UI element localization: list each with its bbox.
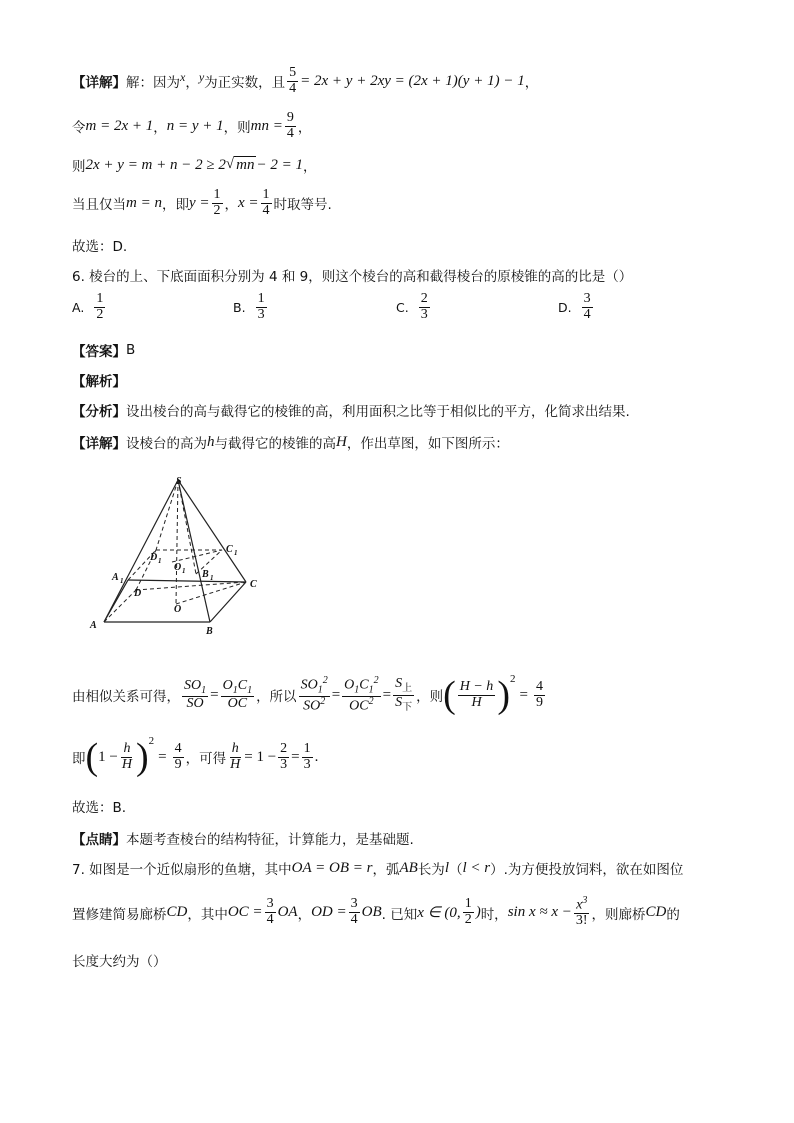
ji-line: 即 ( 1 − $\frac{h}{H}$ ) 2 = $\frac{4}{9}$ ，可得 $\frac{h}{H}$ = 1 − $\frac{2}{3}$ = $\frac{1}{3}$ . [72, 735, 319, 778]
label-D: D [134, 588, 142, 599]
svg-text:1: 1 [120, 577, 124, 585]
detail-tag: 【详解】 [72, 75, 126, 92]
detail-q5-line1: 【详解】 解：因为 x ， y 为正实数，且 $\frac{5}{4}$ = 2x + y + 2xy = (2x + 1)(y + 1) − 1 ， [72, 65, 539, 96]
analysis-tag: 【解析】 [72, 374, 126, 390]
detail-q5-line4: 当且仅当 m = n ，即 y = $\frac{1}{2}$ ， x = $\frac{1}{4}$ 时取等号. [72, 187, 332, 218]
svg-text:1: 1 [234, 549, 238, 557]
fraction: $\frac{5}{4}$ [289, 65, 297, 96]
label-O1: O [174, 562, 182, 573]
label-C1: C [226, 544, 233, 555]
svg-text:1: 1 [158, 557, 162, 565]
dianjing-line: 【点睛】 本题考查棱台的结构特征，计算能力，是基础题. [72, 832, 414, 848]
option-b: B. $\frac{1}{3}$ [233, 291, 265, 322]
fenxi-line: 【分析】 设出棱台的高与截得它的棱锥的高，利用面积之比等于相似比的平方，化简求出结果. [72, 404, 630, 420]
option-a: A. $\frac{1}{2}$ [72, 291, 104, 322]
detail-q5-line2: 令 m = 2x + 1 ， n = y + 1 ，则 mn = $\frac{9}{4}$ ， [72, 110, 312, 141]
svg-text:1: 1 [182, 567, 186, 575]
label-C: C [250, 579, 257, 590]
sqrt: √ mn [225, 156, 255, 173]
label-S: S [176, 476, 182, 487]
question-7-line1: 7. 如图是一个近似扇形的鱼塘，其中 OA = OB = r ，弧 AB 长为 l （ l < r ）.为方便投放饲料，欲在如图位 [72, 859, 684, 878]
label-O: O [174, 604, 182, 615]
option-c: C. $\frac{2}{3}$ [396, 291, 428, 322]
label-D1: D [150, 552, 158, 563]
fraction: $\frac{1}{2}$ [213, 187, 221, 218]
question-6-stem: 6. 棱台的上、下底面面积分别为 4 和 9，则这个棱台的高和截得棱台的原棱锥的高的比是（） [72, 269, 633, 285]
answer-q6: 故选：B. [72, 800, 127, 816]
xiangjie-line: 【详解】 设棱台的高为 h 与截得它的棱锥的高 H ，作出草图，如下图所示： [72, 433, 509, 452]
similarity-line: 由相似关系可得， $\frac{SO_1}{SO}$ = $\frac{O_1C_1}{OC}$ ，所以 $\frac{SO_1^2}{SO^2}$ = $\frac{O_1C_1^2}{OC^2}$ = $\frac{S_上}{S_下}$ ，则 ( $\frac{H - h}{H}$ ) 2 = $\frac{4}{9}$ [72, 673, 543, 717]
pyramid-figure [86, 474, 276, 644]
svg-text:1: 1 [210, 574, 214, 582]
detail-q5-line3: 则 2x + y = m + n − 2 ≥ 2 √ mn − 2 = 1 ， [72, 156, 317, 175]
label-B1: B [202, 569, 209, 580]
label-B: B [206, 626, 213, 637]
answer-q5: 故选：D. [72, 239, 128, 255]
answer-line: 【答案】 B [72, 342, 136, 360]
question-7-line2: 置修建简易廊桥 CD ，其中 OC = $\frac{3}{4}$ OA ， OD = $\frac{3}{4}$ OB . 已知 x ∈ (0, $\frac{1}{2}$ ) 时， sin x ≈ x − $\frac{x^3}{3!}$ ，则廊桥 CD 的 [72, 895, 680, 929]
label-A1: A [112, 572, 119, 583]
label-A: A [90, 620, 97, 631]
option-d: D. $\frac{3}{4}$ [558, 291, 591, 322]
question-7-line3: 长度大约为（） [72, 954, 167, 970]
fraction: $\frac{9}{4}$ [286, 110, 294, 141]
fraction: $\frac{1}{4}$ [262, 187, 270, 218]
